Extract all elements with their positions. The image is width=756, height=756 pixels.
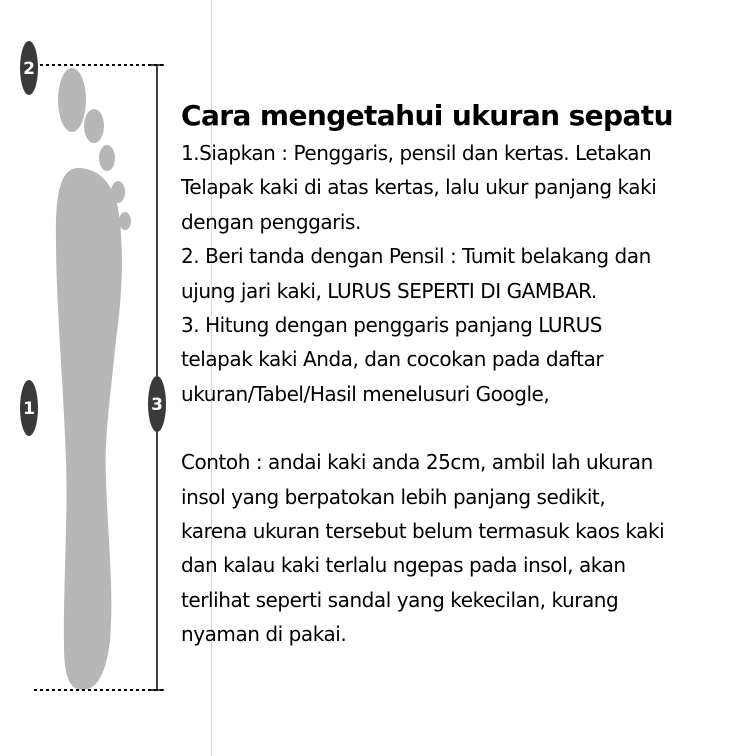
toe-2	[84, 109, 104, 143]
guide-title: Cara mengetahui ukuran sepatu	[181, 99, 673, 132]
step-line: ukuran/Tabel/Hasil menelusuri Google,	[181, 381, 550, 406]
toe-5	[119, 212, 131, 230]
marker-1-label: 1	[23, 399, 35, 419]
marker-2	[20, 41, 38, 95]
step-line: telapak kaki Anda, dan cocokan pada daftar	[181, 347, 604, 372]
example-line: karena ukuran tersebut belum termasuk kaos kaki	[181, 519, 665, 544]
steps-block	[181, 136, 756, 411]
example-line: dan kalau kaki terlalu ngepas pada insol, akan	[181, 553, 626, 578]
big-toe	[58, 68, 86, 132]
foot-sole	[56, 168, 122, 690]
step-line: dengan penggaris.	[181, 209, 361, 234]
marker-3-label: 3	[151, 395, 163, 415]
foot-measurement-figure	[0, 0, 210, 756]
step-line: 2. Beri tanda dengan Pensil : Tumit belakang dan	[181, 244, 651, 269]
example-line: terlihat seperti sandal yang kekecilan, kurang	[181, 587, 619, 612]
marker-1	[20, 380, 38, 436]
step-line: Telapak kaki di atas kertas, lalu ukur panjang kaki	[181, 175, 657, 200]
guide-content	[181, 96, 756, 652]
step-line: ujung jari kaki, LURUS SEPERTI DI GAMBAR.	[181, 278, 597, 303]
example-line: Contoh : andai kaki anda 25cm, ambil lah ukuran	[181, 450, 653, 475]
step-line: 3. Hitung dengan penggaris panjang LURUS	[181, 313, 603, 338]
toe-3	[99, 145, 115, 171]
example-block	[181, 445, 756, 651]
paragraph-gap	[181, 411, 756, 445]
marker-3	[148, 376, 166, 432]
example-line: nyaman di pakai.	[181, 622, 347, 647]
marker-2-label: 2	[23, 59, 35, 79]
step-line: 1.Siapkan : Penggaris, pensil dan kertas. Letakan	[181, 141, 652, 165]
foot-illustration	[0, 0, 210, 756]
example-line: insol yang berpatokan lebih panjang sedikit,	[181, 484, 606, 509]
